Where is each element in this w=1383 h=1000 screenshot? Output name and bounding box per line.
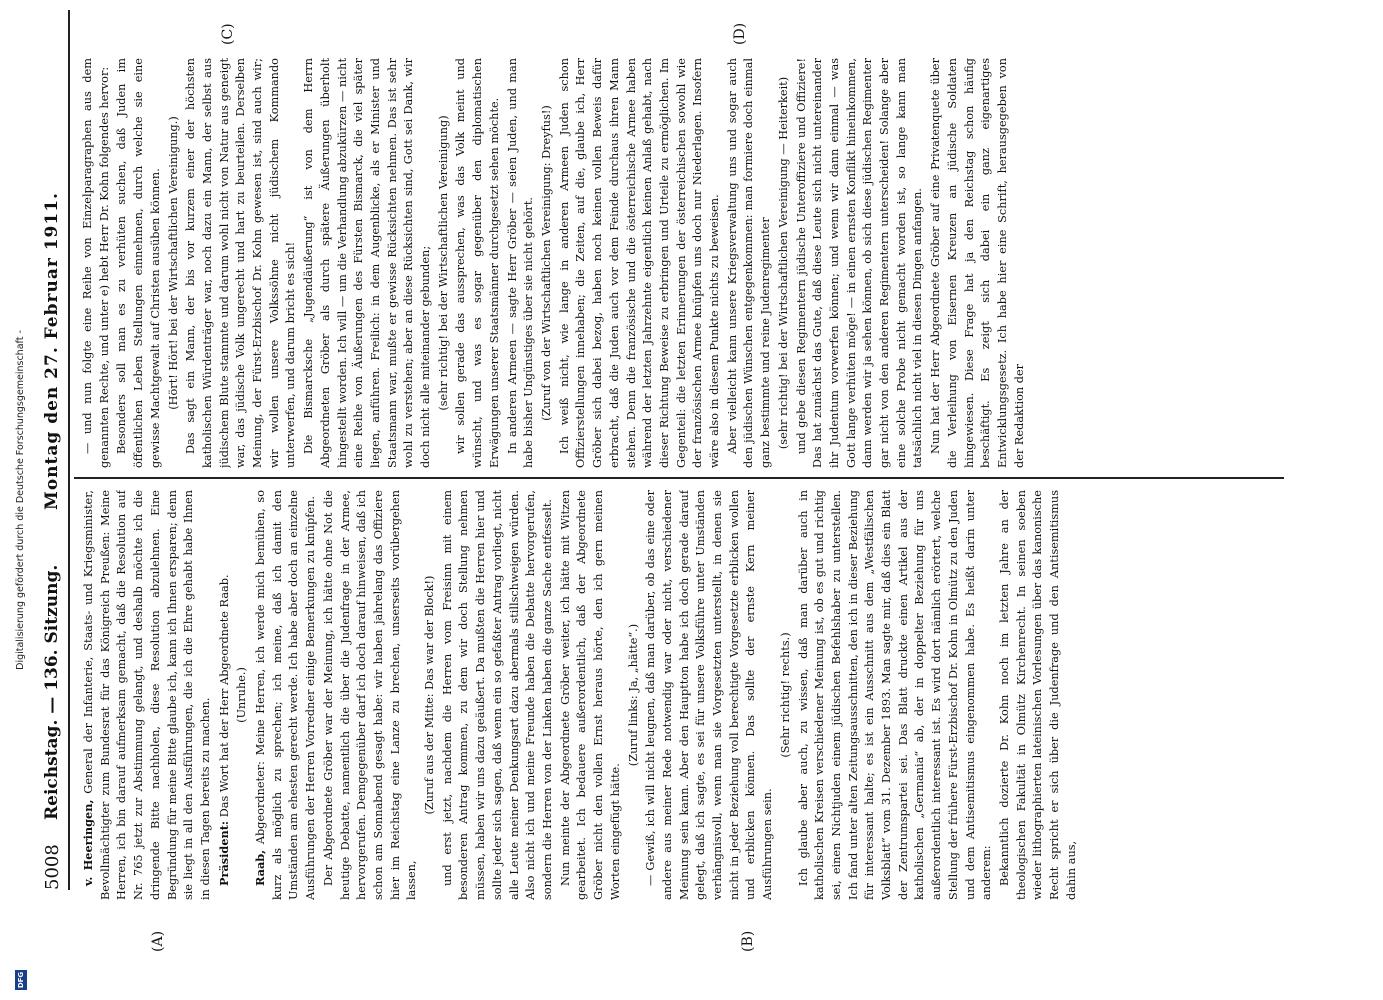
paragraph-text: Die Bismarcksche „Jugendäußerung“ ist von dem Herrn Abgeordneten Gröber als durch spätere Äußerungen überholt hingestellt worden. Ich will — um die Verhandlung abzukürzen — nicht eine Reihe von Äußerungen des Fürsten Bismarck, die viel später liegen, anführen. Freilich: in dem Augenblicke, als er Minister und Staatsmann war, mußte er gewisse Rücksichten nehmen. Das ist sehr wohl zu verstehen; aber an diese Rücksichten sind, Gott sei Dank, wir doch nicht alle miteinander gebunden; (302, 58, 433, 468)
paragraph-text: Bekanntlich dozierte Dr. Kohn noch im letzten Jahre an der theologischen Fakultät in Olmütz Kirchenrecht. In seinen soeben wieder lithographierten lateinischen Vorlesungen über das kanonische Recht spricht er sich über die Judenfrage und den Antisemitismus dahin aus, (997, 490, 1078, 900)
paragraph-text: Nun meinte der Abgeordnete Gröber weiter, ich hätte mit Witzen gearbeitet. Ich bedauere außerordentlich, daß der Abgeordnete Gröber nicht den vollen Ernst heraus hörte, den ich gern meinen Worten eingefügt hätte. (558, 490, 622, 900)
paragraph-text: Besonders soll man es zu verhüten suchen, daß Juden im öffentlichen Leben Stellungen einnehmen, durch welche sie eine gewisse Machtgewalt auf Christen ausüben können. (115, 58, 162, 468)
paragraph-text: Aber vielleicht kann unsere Kriegsverwaltung uns und sogar auch den jüdischen Wünschen entgegenkommen: man formiere doch einmal ganz bestimmte und reine Judenregimenter (725, 58, 773, 468)
paragraph-text: — Gewiß, ich will nicht leugnen, daß man darüber, ob das eine oder andere aus meiner Rede notwendig war oder nicht, verschiedener Meinung sein kann. Aber den Hauptton habe ich doch gerade darauf gelegt, daß ich sagte, es sei für unsere Volksführe unter Umständen verhängnisvoll, wenn man sie Vorgesetzten unterstellt, in denen sie nicht in jeder Beziehung voll berechtigte Vorgesetzte erblicken wollen und erblicken können. Das sollte der ernste Kern meiner Ausführungen sein. (644, 490, 775, 900)
paragraph-text: wir sollen gerade das aussprechen, was das Volk meint und wünscht, und was es sogar gegenüber den diplomatischen Erwägungen unserer Staatsmänner durchgesetzt sehen möchte. (454, 58, 501, 468)
paragraph-text: Das Wort hat der Herr Abgeordnete Raab. (217, 574, 231, 818)
paragraph (252, 490, 320, 900)
paragraph-text: Der Abgeordnete Gröber war der Meinung, ich hätte ohne Not die heutige Debatte, namentlich die über die Judenfrage in der Armee, hervorgerufen. Demgegenüber darf ich doch darauf hinweisen, daß ich schon am Sonnabend gesagt habe: wir haben jahrelang das Offiziere hier im Reichstag eine Lanze zu brechen, unserseits vorübergehen lassen, (321, 490, 419, 900)
paragraph-text: Ich weiß nicht, wie lange in anderen Armeen Juden schon Offizierstellungen innehaben; die Zeiten, auf die, glaube ich, Herr Gröber sich dabei bezog, haben noch keinen vollen Beweis dafür erbracht, daß die Juden auch vor dem Feinde durchaus ihren Mann stehen. Denn die französische und die österreichische Armee haben während der letzten Jahrzehnte eigentlich keinen Anlaß gehabt, nach dieser Richtung Beweise zu erbringen und Urteile zu ermöglichen. Im Gegenteil: die letzten Erinnerungen der österreichischen sowohl wie der französischen Armee knüpfen uns doch nur Niederlagen. Insofern wäre also in diesem Punkte nichts zu beweisen. (557, 58, 722, 468)
paragraph (301, 58, 435, 468)
paragraph (321, 490, 421, 900)
paragraph (928, 58, 1028, 468)
paragraph-text: General der Infanterie, Staats- und Kriegsminister, Bevollmächtigter zum Bundesrat für das Königreich Preußen: Meine Herren, ich bin darauf aufmerksam gemacht, daß die Resolution auf Nr. 765 jetzt zur Abstimmung gelangt, und deshalb möchte ich die dringende Bitte nachholen, diese Resolution abzulehnen. Eine Begründung für meine Bitte glaube ich, kann ich Ihnen ersparen; denn sie liegt in all den Ausführungen, die ich die Ehre gehabt habe Ihnen in diesen Tagen bereits zu machen. (82, 490, 212, 900)
paragraph (114, 58, 164, 468)
paragraph (80, 490, 215, 900)
paragraph-text: Abgeordneter: Meine Herren, ich werde mich bemühen, so kurz als möglich zu sprechen; ich meine, daß ich damit den Umständen am ehesten gerecht werde. Ich habe aber doch an einzelne Ausführungen der Herren Vorredner einige Bemerkungen zu knüpfen. (254, 490, 318, 900)
speaker-name: Raab, (253, 849, 268, 886)
paragraph (643, 490, 777, 900)
paragraph-text: Ich glaube aber auch, zu wissen, daß man darüber auch in katholischen Kreisen verschiedener Meinung ist, ob es gut und richtig sei, einen Nichtjuden einem jüdischen Befehlshaber zu unterstellen. Ich fand unter alten Zeitungsausschnitten, den ich in dieser Beziehung für interessant halte; es ist ein Ausschnitt aus dem „Westfälischen Volksblatt“ vom 31. Dezember 1893. Man sagte mir, daß dies ein Blatt der Zentrumspartei sei. Das Blatt druckte einen Artikel aus der katholischen „Germania“ ab, der in doppelter Beziehung für uns außerordentlich interessant ist. Es wird dort nämlich erörtert, welche Stellung der frühere Fürst-Erzbischof Dr. Kohn in Olmütz zu den Juden und dem Antisemitismus eingenommen habe. Es heißt darin unter anderem: (796, 490, 994, 900)
paragraph (794, 58, 928, 468)
paragraph (216, 490, 234, 900)
paragraph-text: Nun hat der Herr Abgeordnete Gröber auf eine Privatenquete über die Verleihung von Eisernen Kreuzen an jüdische Soldaten hingewiesen. Diese Frage hat ja den Reichstag schon häufig beschäftigt. Es zeigt sich dabei ein ganz eigenartiges Entwicklungsgesetz. Ich habe hier eine Schrift, herausgegeben von der Redaktion der (929, 58, 1026, 468)
margin-mark-d: (D) (732, 22, 748, 45)
right-text-column (80, 58, 1260, 468)
margin-mark-a: (A) (150, 930, 166, 952)
page-header (38, 10, 70, 890)
interjection: (sehr richtig! bei der Wirtschaftlichen Vereinigung) (436, 115, 450, 411)
paragraph (997, 490, 1081, 900)
paragraph-text: — und nun folgte eine Reihe von Einzelparagraphen aus dem genannten Rechte, und unter e) hebt Herr Dr. Kohn folgendes hervor: (81, 58, 111, 468)
paragraph-text: und erst jetzt, nachdem die Herren vom Freisinn mit einem besonderen Antrag kommen, zu dem wir doch Stellung nehmen müssen, haben wir uns dazu geäußert. Da mußten die Herren hier und sollte jeder sich sagen, daß wenn ein so gefaßter Antrag vorliegt, nicht alle Leute meiner Denkungsart dazu abermals stillschweigen würden. Also nicht ich und meine Freunde haben die Debatte hervorgerufen, sondern die Herren von der Linken haben die ganze Sache entfesselt. (440, 490, 554, 900)
interjection: (Unruhe.) (235, 667, 249, 723)
speaker-name: Präsident: (216, 820, 231, 886)
digitization-note: DFG Digitalisierung gefördert durch die Deutsche Forschungsgemeinschaft - (15, 330, 26, 989)
paragraph-text: Das sagt ein Mann, der bis vor kurzem einer der höchsten katholischen Würdenträger war, noch dazu ein Mann, der selbst aus jüdischem Blute stammte und darum wohl nicht von Natur aus geneigt war, das jüdische Volk ungerecht und hart zu beurteilen. Derselben Meinung, der Fürst-Erzbischof Dr. Kohn gewesen ist, sind auch wir; wir wollen unsere Volkssöhne nicht jüdischem Kommando unterwerfen, und darum bricht es sich! (184, 58, 298, 468)
margin-mark-c: (C) (220, 23, 236, 45)
paragraph (440, 490, 557, 900)
paragraph (725, 58, 775, 468)
interjection: (Zuruf links: Ja, „hätte“.) (626, 623, 640, 767)
interjection: (Zuruf aus der Mitte: Das war der Block!) (423, 575, 437, 815)
column-divider (74, 477, 1284, 479)
page-number: 5008 (42, 844, 63, 890)
interjection: (Zuruf von der Wirtschaftlichen Vereinigung: Dreyfus!) (539, 105, 553, 421)
interjection: (Sehr richtig! rechts.) (778, 632, 792, 758)
paragraph (505, 58, 538, 468)
margin-mark-b: (B) (740, 930, 756, 952)
left-text-column (80, 490, 1260, 900)
interjection: (sehr richtig! bei der Wirtschaftlichen Vereinigung — Heiterkeit) (776, 76, 790, 450)
paragraph-text: In anderen Armeen — sagte Herr Gröber — seien Juden, und man habe bisher Ungünstiges über sie nicht gehört. (505, 58, 536, 468)
speaker-name: v. Heeringen, (81, 799, 95, 886)
paragraph (453, 58, 503, 468)
paragraph (80, 58, 113, 468)
paragraph (796, 490, 996, 900)
paragraph-text: und gebe diesen Regimentern jüdische Unteroffiziere und Offiziere! Das hat zunächst das Gute, daß diese Leute sich nicht untereinander ihr Judentum vorwerfen können; und wenn wir dann einmal — was Gott lange verhüten möge! — in einen ernsten Konflikt hineinkommen, dann werden wir ja sehen können, ob sich diese jüdischen Regimenter gar nicht von den anderen Regimentern unterscheiden! Solange aber eine solche Probe nicht gemacht worden ist, so lange kann man tatsächlich nicht viel in diesen Dingen anfangen. (794, 58, 925, 468)
interjection: (Hört! Hört! bei der Wirtschaftlichen Vereinigung.) (166, 116, 180, 410)
session-date: Montag den 27. Februar 1911. (42, 192, 62, 510)
session-title: Reichstag. — 136. Sitzung. (42, 564, 62, 820)
dfg-logo: DFG (17, 971, 25, 989)
paragraph (557, 58, 724, 468)
paragraph (183, 58, 300, 468)
paragraph (558, 490, 625, 900)
